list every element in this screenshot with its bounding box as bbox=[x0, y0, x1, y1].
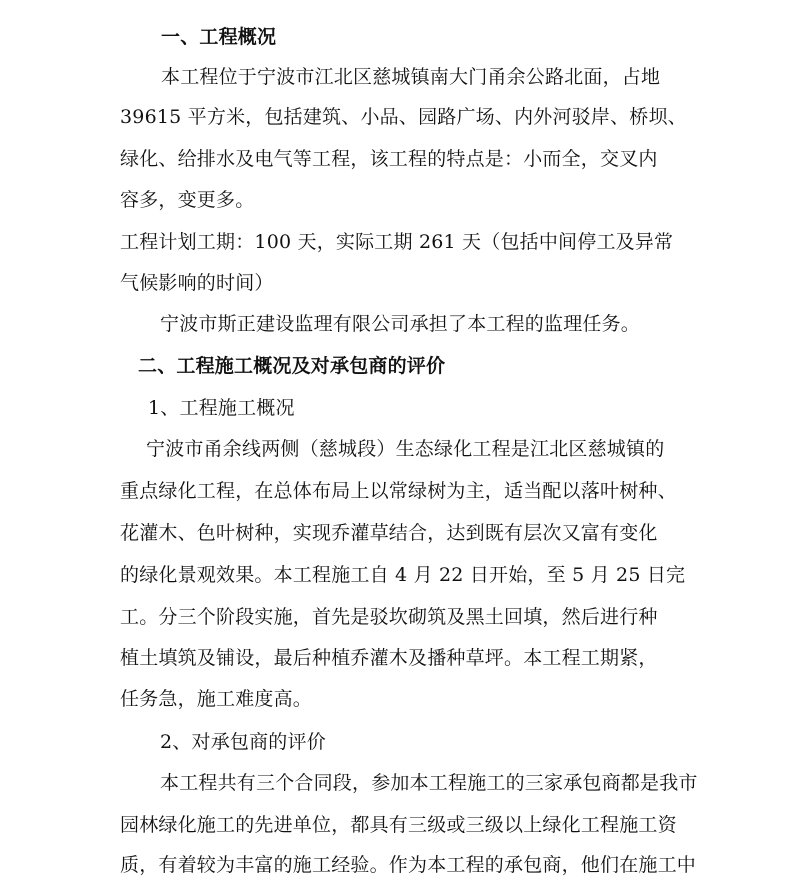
supervisor-line: 宁波市斯正建设监理有限公司承担了本工程的监理任务。 bbox=[160, 313, 641, 335]
subheading-construction-overview: 1、工程施工概况 bbox=[148, 397, 295, 419]
paragraph-line: 花灌木、色叶树种，实现乔灌草结合，达到既有层次又富有变化 bbox=[120, 522, 658, 544]
paragraph-line: 重点绿化工程，在总体布局上以常绿树为主，适当配以落叶树种、 bbox=[120, 480, 677, 502]
paragraph-line: 39615 平方米，包括建筑、小品、园路广场、内外河驳岸、桥坝、 bbox=[120, 106, 687, 128]
paragraph-line: 容多，变更多。 bbox=[120, 189, 255, 211]
paragraph-line: 本工程位于宁波市江北区慈城镇南大门甬余公路北面，占地 bbox=[161, 66, 661, 88]
paragraph-line: 宁波市甬余线两侧（慈城段）生态绿化工程是江北区慈城镇的 bbox=[146, 438, 665, 460]
paragraph-line: 的绿化景观效果。本工程施工自 4 月 22 日开始，至 5 月 25 日完 bbox=[120, 564, 686, 586]
schedule-line: 气候影响的时间） bbox=[120, 272, 274, 294]
paragraph-line: 工。分三个阶段实施，首先是驳坎砌筑及黑土回填，然后进行种 bbox=[120, 606, 658, 628]
paragraph-line: 本工程共有三个合同段，参加本工程施工的三家承包商都是我市 bbox=[160, 772, 698, 794]
schedule-line: 工程计划工期：100 天，实际工期 261 天（包括中间停工及异常 bbox=[120, 231, 674, 253]
paragraph-line: 任务急，施工难度高。 bbox=[120, 688, 313, 710]
paragraph-line: 植土填筑及铺设，最后种植乔灌木及播种草坪。本工程工期紧， bbox=[120, 647, 658, 669]
paragraph-line: 园林绿化施工的先进单位，都具有三级或三级以上绿化工程施工资 bbox=[120, 814, 677, 836]
paragraph-line: 绿化、给排水及电气等工程，该工程的特点是：小而全，交叉内 bbox=[120, 148, 658, 170]
section-heading-overview: 一、工程概况 bbox=[161, 26, 277, 48]
paragraph-line: 质，有着较为丰富的施工经验。作为本工程的承包商，他们在施工中 bbox=[120, 854, 697, 876]
section-heading-construction: 二、工程施工概况及对承包商的评价 bbox=[138, 355, 446, 377]
subheading-contractor-evaluation: 2、对承包商的评价 bbox=[160, 731, 326, 753]
